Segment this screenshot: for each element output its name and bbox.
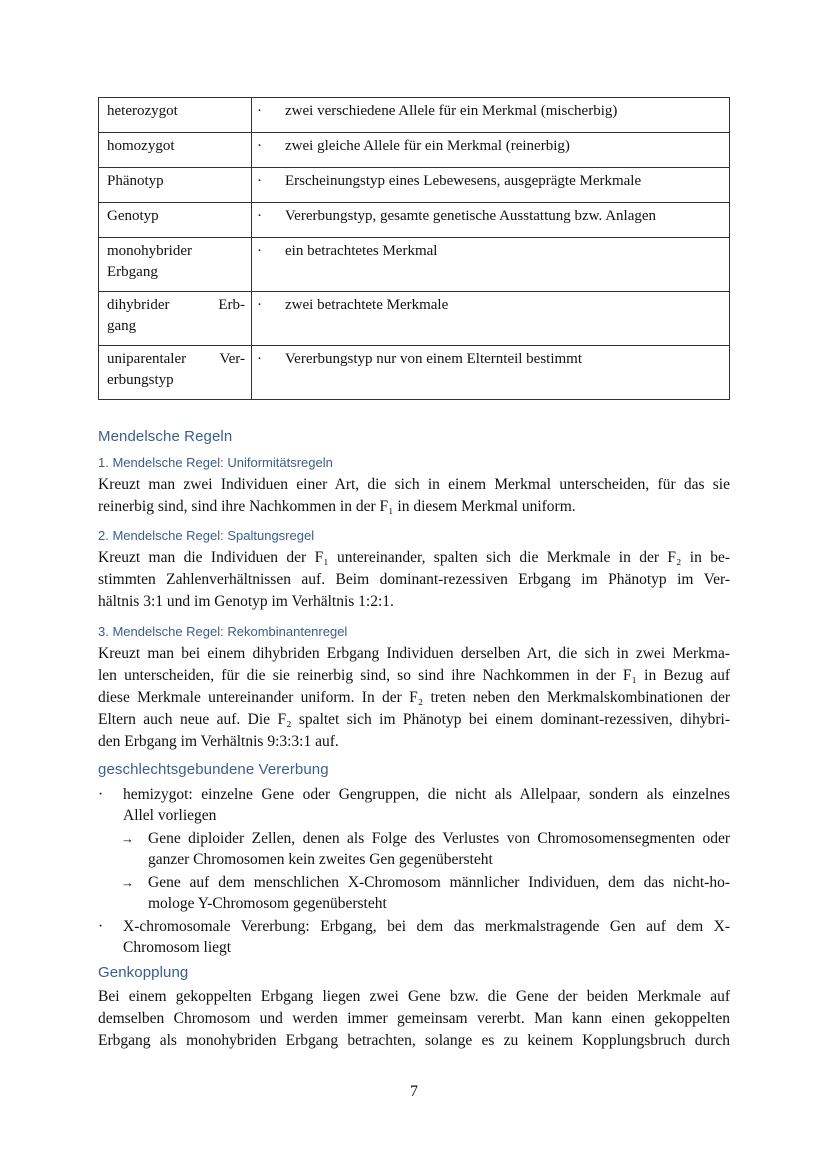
text-line: stimmten Zahlenverhältnissen auf. Beim dominant-rezessiven Erbgang im Phänotyp im Ver- <box>98 571 730 588</box>
definition-cell <box>252 133 730 168</box>
text-line: Kreuzt man die Individuen der F₁ untereinander, spalten sich die Merkmale in der F₂ in be- <box>98 549 730 566</box>
table-row <box>99 168 730 203</box>
bullet-icon: · <box>257 351 262 367</box>
text-line: Allel vorliegen <box>123 807 217 824</box>
term-cell <box>99 346 252 400</box>
text-line: den Erbgang im Verhältnis 9:3:3:1 auf. <box>98 733 339 750</box>
definition-text: zwei verschiedene Allele für ein Merkmal (mischerbig) <box>285 103 618 119</box>
definition-cell <box>252 292 730 346</box>
bullet-icon: · <box>98 786 104 803</box>
text-line: X-chromosomale Vererbung: Erbgang, bei dem das merkmalstragende Gen auf dem X- <box>123 918 730 935</box>
term-line: dihybrider Erb- <box>107 297 245 313</box>
term-cell: Genotyp <box>99 203 252 238</box>
list-item <box>98 916 730 958</box>
text-line: hemizygot: einzelne Gene oder Gengruppen, die nicht als Allelpaar, sondern als einzelnes <box>123 786 730 803</box>
definition-cell <box>252 346 730 400</box>
text-line: Chromosom liegt <box>123 939 232 956</box>
term-cell <box>99 238 252 292</box>
definition-text: Vererbungstyp, gesamte genetische Ausstattung bzw. Anlagen <box>285 208 657 224</box>
text-line: reinerbig sind, sind ihre Nachkommen in der F₁ in diesem Merkmal uniform. <box>98 498 576 515</box>
text-line: hältnis 3:1 und im Genotyp im Verhältnis 1:2:1. <box>98 593 394 610</box>
table-row <box>99 203 730 238</box>
table-row <box>99 346 730 400</box>
term-line: Erbgang <box>107 264 158 280</box>
text-line: Eltern auch neue auf. Die F₂ spaltet sich im Phänotyp bei einem dominant-rezessiven, dihybri- <box>98 711 730 728</box>
term-cell: Phänotyp <box>99 168 252 203</box>
term-cell: homozygot <box>99 133 252 168</box>
text-line: Gene diploider Zellen, denen als Folge des Verlustes von Chromosomensegmenten oder <box>148 830 730 847</box>
definition-cell <box>252 238 730 292</box>
list-subitem <box>98 828 730 870</box>
definition-text: ein betrachtetes Merkmal <box>285 243 438 259</box>
term-cell <box>99 292 252 346</box>
text-line: demselben Chromosom und werden immer gemeinsam vererbt. Man kann einen gekoppelten <box>98 1010 730 1027</box>
bullet-icon: · <box>257 173 262 189</box>
text-line: len unterscheiden, für die sie reinerbig sind, so sind ihre Nachkommen in der F₁ in Bezug auf <box>98 667 730 684</box>
definition-cell <box>252 168 730 203</box>
list-subitem <box>98 872 730 914</box>
definition-cell <box>252 98 730 133</box>
sexlinked-list <box>98 784 730 958</box>
text-line: Gene auf dem menschlichen X-Chromosom männlicher Individuen, dem das nicht-ho- <box>148 874 730 891</box>
term-line: erbungstyp <box>107 372 174 388</box>
page-number: 7 <box>410 1083 418 1100</box>
table-row <box>99 98 730 133</box>
rule3-heading: 3. Mendelsche Regel: Rekombinantenregel <box>98 624 348 639</box>
table-row <box>99 292 730 346</box>
text-line: Kreuzt man bei einem dihybriden Erbgang Individuen derselben Art, die sich in zwei Merkma- <box>98 645 730 662</box>
definition-text: Erscheinungstyp eines Lebewesens, ausgeprägte Merkmale <box>285 173 642 189</box>
rule1-heading: 1. Mendelsche Regel: Uniformitätsregeln <box>98 455 333 470</box>
rule1-paragraph <box>98 474 730 518</box>
list-item <box>98 784 730 826</box>
rule2-paragraph <box>98 547 730 613</box>
definition-text: Vererbungstyp nur von einem Elternteil bestimmt <box>285 351 583 367</box>
bullet-icon: · <box>257 243 262 259</box>
text-line: Bei einem gekoppelten Erbgang liegen zwei Gene bzw. die Gene der beiden Merkmale auf <box>98 988 730 1005</box>
definition-text: zwei betrachtete Merkmale <box>285 297 449 313</box>
text-line: ganzer Chromosomen kein zweites Gen gegenübersteht <box>148 851 493 868</box>
genkopplung-paragraph <box>98 986 730 1052</box>
definitions-table <box>98 97 730 400</box>
bullet-icon: · <box>257 103 262 119</box>
text-line: diese Merkmale untereinander uniform. In der F₂ treten neben den Merkmalskombinationen der <box>98 689 730 706</box>
term-line: uniparentaler Ver- <box>107 351 245 367</box>
term-line: monohybrider <box>107 243 192 259</box>
term-cell: heterozygot <box>99 98 252 133</box>
term-line: gang <box>107 318 137 334</box>
text-line: Kreuzt man zwei Individuen einer Art, die sich in einem Merkmal unterscheiden, für das sie <box>98 476 730 493</box>
rule3-paragraph <box>98 643 730 753</box>
definition-cell <box>252 203 730 238</box>
arrow-right-icon: → <box>121 875 134 890</box>
text-line: Erbgang als monohybriden Erbgang betrachten, solange es zu keinem Kopplungsbruch durch <box>98 1032 730 1049</box>
section-heading-mendel: Mendelsche Regeln <box>98 428 233 445</box>
bullet-icon: · <box>257 208 262 224</box>
text-line: mologe Y-Chromosom gegenübersteht <box>148 895 387 912</box>
section-heading-genkopplung: Genkopplung <box>98 964 189 981</box>
definition-text: zwei gleiche Allele für ein Merkmal (reinerbig) <box>285 138 570 154</box>
bullet-icon: · <box>257 138 262 154</box>
table-row <box>99 133 730 168</box>
table-row <box>99 238 730 292</box>
rule2-heading: 2. Mendelsche Regel: Spaltungsregel <box>98 528 315 543</box>
arrow-right-icon: → <box>121 831 134 846</box>
section-heading-sexlinked: geschlechtsgebundene Vererbung <box>98 761 329 778</box>
bullet-icon: · <box>98 918 104 935</box>
bullet-icon: · <box>257 297 262 313</box>
